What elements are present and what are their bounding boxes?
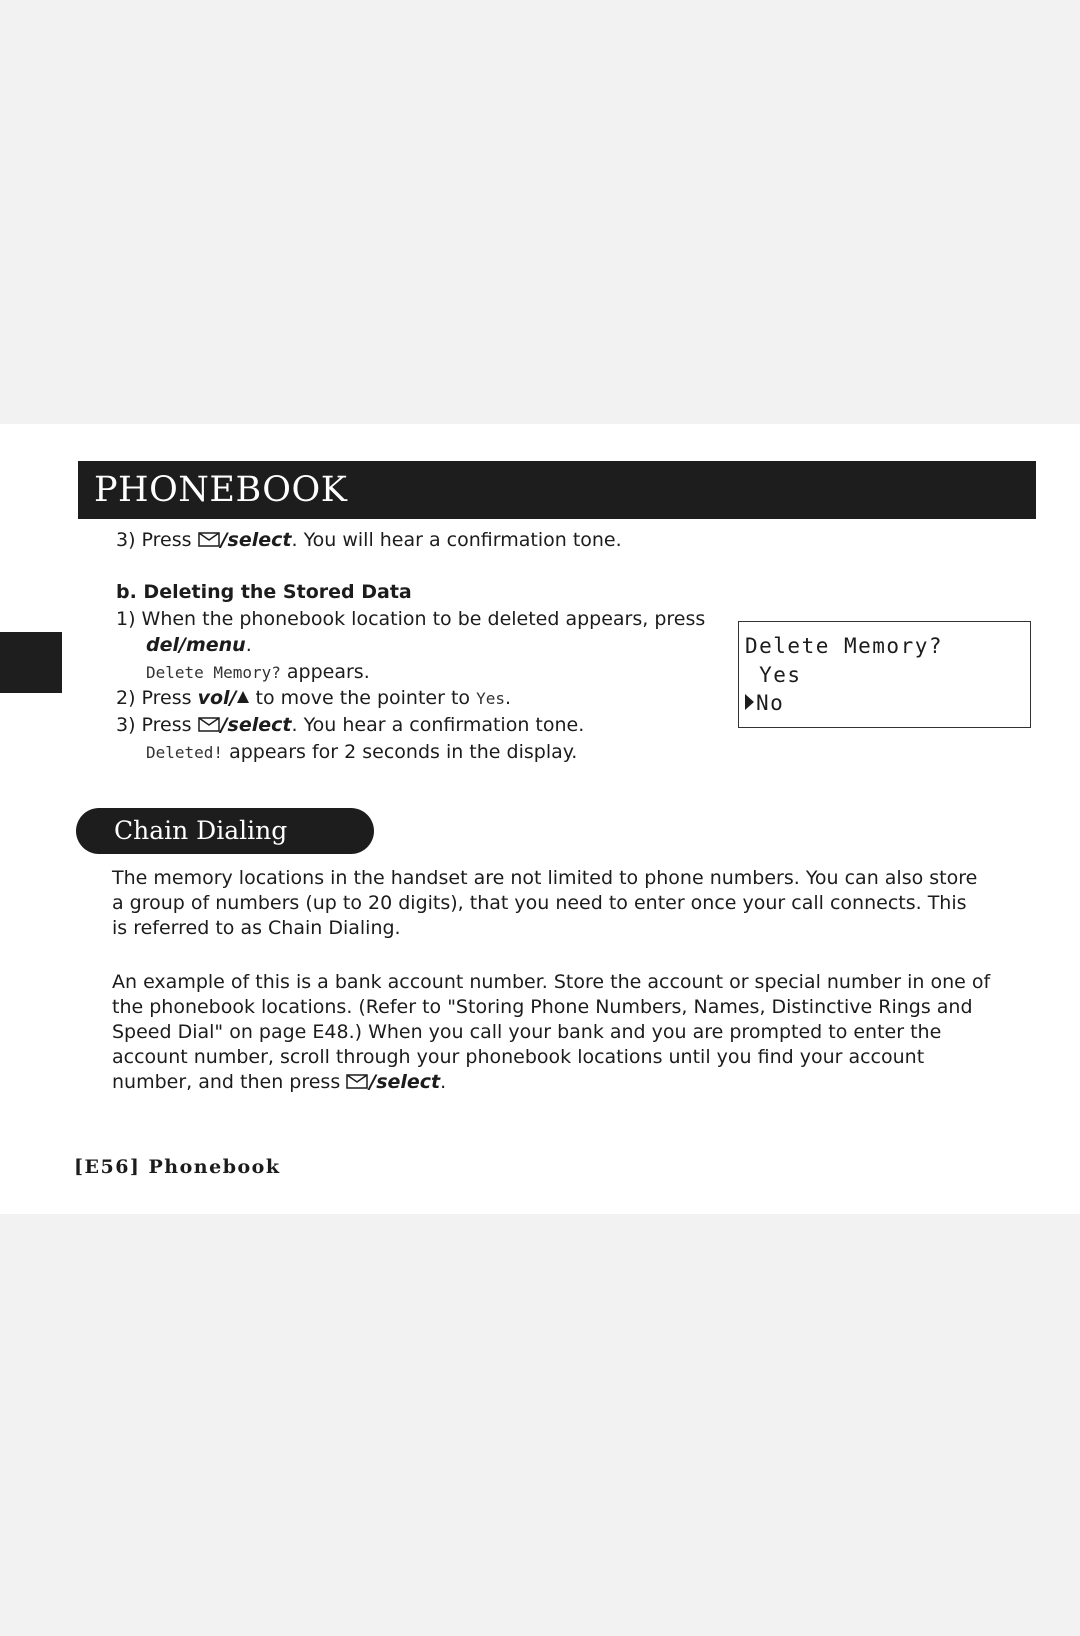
delete-step3-suffix: . You hear a confirmation tone.: [291, 714, 585, 736]
delete-step3-note-text: appears for 2 seconds in the display.: [223, 741, 578, 763]
delete-step1-note-text: appears.: [280, 661, 370, 683]
section-title: PHONEBOOK: [94, 470, 348, 510]
delete-step3-prefix: 3) Press: [116, 714, 198, 736]
delete-step2-suffix: .: [504, 687, 512, 709]
chain-para2-line: the phonebook locations. (Refer to "Storing Phone Numbers, Names, Distinctive Rings and: [112, 996, 973, 1018]
chain-para2-last-suffix: .: [440, 1071, 447, 1093]
chain-dialing-title: Chain Dialing: [114, 816, 288, 845]
deleting-heading: b. Deleting the Stored Data: [116, 581, 412, 603]
chain-para2-line: account number, scroll through your phonebook locations until you find your account: [112, 1046, 925, 1068]
display-line-yes: Yes: [745, 663, 802, 687]
side-tab-marker: [0, 632, 62, 693]
envelope-icon: [198, 532, 220, 547]
deleted-lcd-text: Deleted!: [146, 743, 224, 762]
chain-para1-line: is referred to as Chain Dialing.: [112, 917, 401, 939]
select-key: /select: [220, 714, 292, 736]
display-line-no: [745, 689, 784, 717]
delete-step2-middle: to move the pointer to: [249, 687, 477, 709]
chain-select-key: /select: [369, 1071, 441, 1093]
chain-para1-line: a group of numbers (up to 20 digits), that you need to enter once your call connects. This: [112, 892, 967, 914]
delete-step1-line1: 1) When the phonebook location to be deleted appears, press: [116, 608, 706, 630]
del-menu-key: del/menu: [146, 634, 246, 656]
del-menu-key-suffix: .: [245, 634, 252, 656]
vol-key: vol/: [197, 687, 237, 709]
chain-para2-last-line: [112, 1070, 446, 1094]
delete-step3-note: [146, 740, 577, 765]
delete-memory-lcd-text: Delete Memory?: [146, 663, 281, 682]
pointer-triangle-icon: [745, 694, 754, 710]
chain-para2-line: Speed Dial" on page E48.) When you call your bank and you are prompted to enter the: [112, 1021, 942, 1043]
intro-step-prefix: 3) Press: [116, 529, 198, 551]
delete-step2-prefix: 2) Press: [116, 687, 198, 709]
chain-para2-line: An example of this is a bank account number. Store the account or special number in one of: [112, 971, 991, 993]
delete-step1-note: [146, 660, 370, 685]
phone-display-illustration: [738, 621, 1031, 728]
yes-lcd-text: Yes: [476, 689, 505, 708]
intro-step: [116, 528, 622, 552]
display-line-delete-memory: Delete Memory?: [745, 634, 944, 658]
section-header-bar: [78, 461, 1036, 519]
chain-dialing-header: [76, 808, 374, 854]
delete-step3: [116, 713, 584, 737]
display-no-text: No: [756, 691, 785, 715]
delete-step2: [116, 686, 511, 711]
page-footer: [E56] Phonebook: [74, 1156, 281, 1178]
delete-step1-key-line: [146, 633, 252, 657]
envelope-icon: [346, 1074, 368, 1089]
intro-step-suffix: . You will hear a confirmation tone.: [291, 529, 622, 551]
up-triangle-icon: [237, 691, 249, 703]
chain-para1-line: The memory locations in the handset are not limited to phone numbers. You can also store: [112, 867, 978, 889]
chain-para2-last-prefix: number, and then press: [112, 1071, 347, 1093]
intro-step-key: /select: [220, 529, 292, 551]
envelope-icon: [198, 717, 220, 732]
